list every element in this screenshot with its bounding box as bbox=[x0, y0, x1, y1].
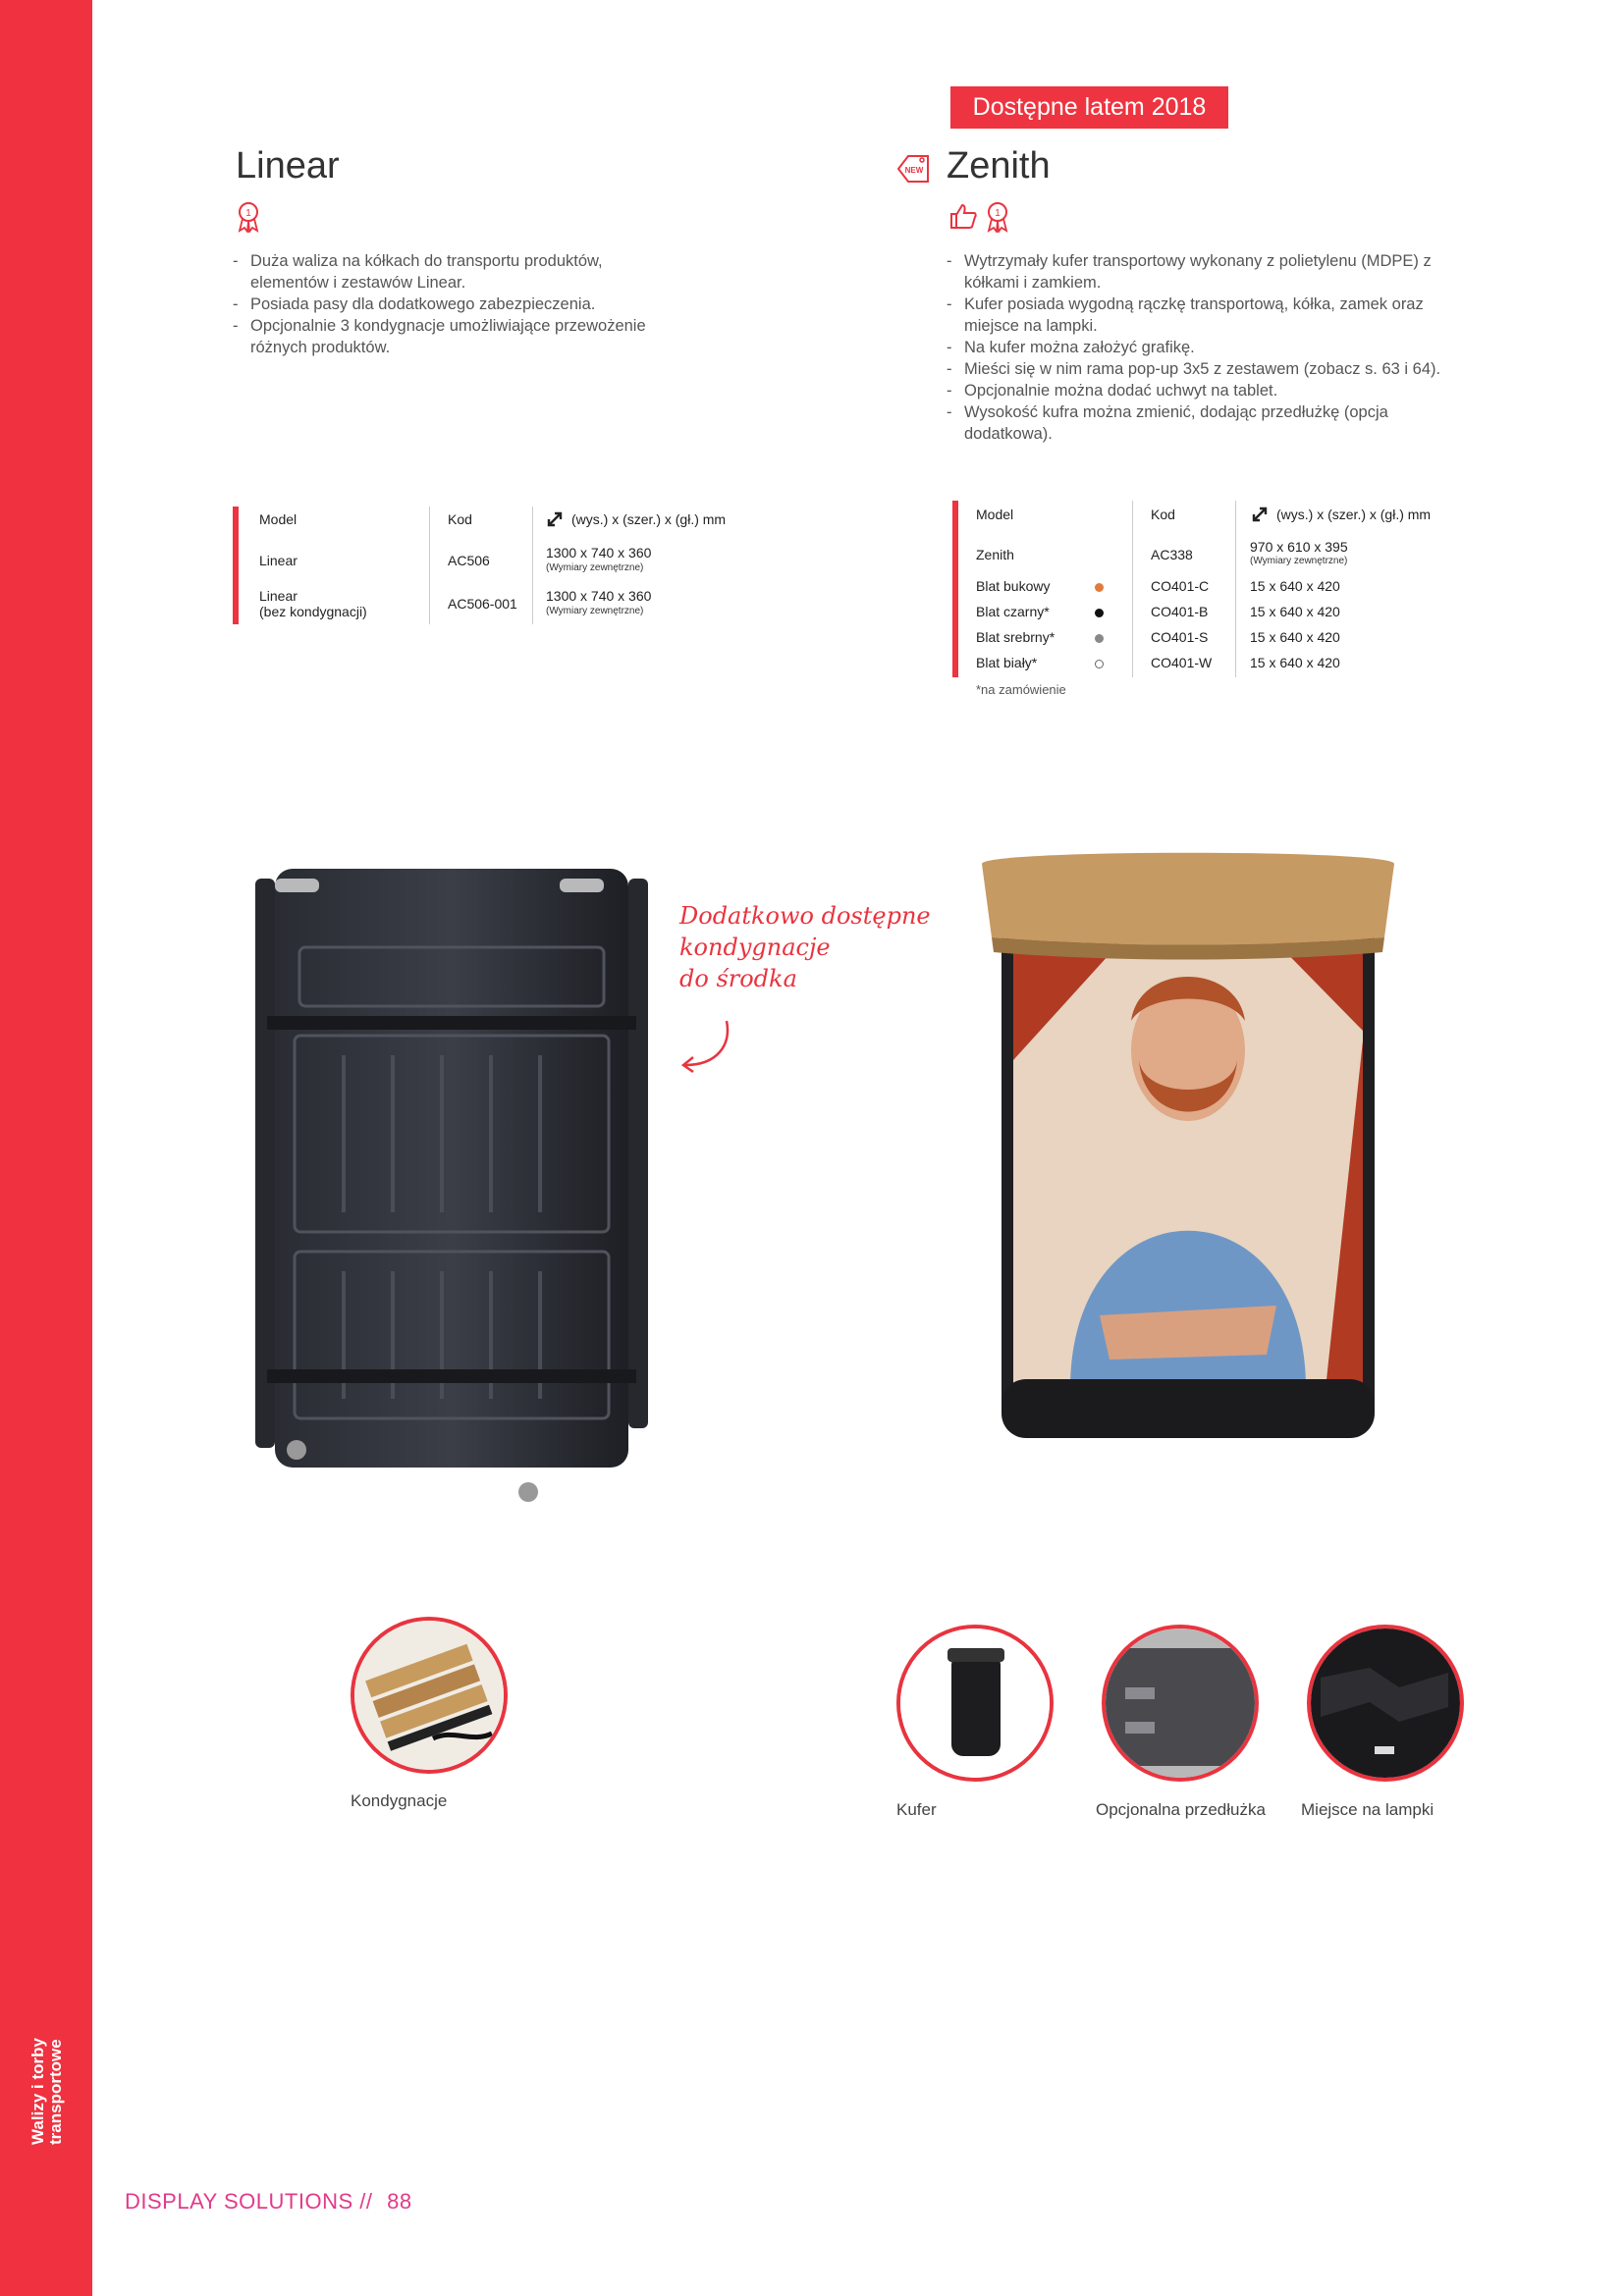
thumbs-up-icon bbox=[948, 201, 978, 231]
availability-badge: Dostępne latem 2018 bbox=[950, 86, 1228, 129]
list-item: - Opcjonalnie 3 kondygnacje umożliwiające przewożenie różnych produktów. bbox=[231, 315, 663, 358]
callout-text bbox=[679, 900, 931, 994]
section-label-line1: Walizy i torby bbox=[28, 2038, 47, 2145]
table-header-code: Kod bbox=[1151, 507, 1175, 522]
dimensions-arrow-icon bbox=[1251, 506, 1269, 523]
new-tag-text: NEW bbox=[904, 166, 924, 175]
list-item: - Wysokość kufra można zmienić, dodając przedłużkę (opcja dodatkowa). bbox=[945, 401, 1475, 445]
table-cell-dims: 1300 x 740 x 360 bbox=[546, 588, 652, 604]
linear-case-photo bbox=[255, 849, 648, 1507]
list-item: - Wytrzymały kufer transportowy wykonany z polietylenu (MDPE) z kółkami i zamkiem. bbox=[945, 250, 1475, 294]
table-cell-model: Linear bbox=[259, 553, 298, 568]
table-cell-note: (Wymiary zewnętrzne) bbox=[546, 562, 644, 573]
table-cell-dims: 970 x 610 x 395 bbox=[1250, 539, 1348, 555]
table-cell-model: Blat biały* bbox=[976, 655, 1038, 670]
kondygnacje-thumbnail bbox=[351, 1617, 508, 1774]
table-cell-model-sub: (bez kondygnacji) bbox=[259, 604, 367, 619]
kufer-thumbnail bbox=[896, 1625, 1054, 1782]
color-swatch-silver bbox=[1095, 634, 1104, 643]
table-divider bbox=[1235, 501, 1236, 677]
thumbnail-caption: Kondygnacje bbox=[351, 1791, 448, 1810]
table-cell-dims: 15 x 640 x 420 bbox=[1250, 629, 1340, 645]
dimensions-arrow-icon bbox=[546, 510, 564, 528]
shelves-photo bbox=[354, 1621, 504, 1770]
new-tag-icon bbox=[894, 150, 932, 187]
table-cell-model: Zenith bbox=[976, 547, 1014, 562]
table-cell-code: AC338 bbox=[1151, 547, 1193, 562]
list-item: - Kufer posiada wygodną rączkę transportową, kółka, zamek oraz miejsce na lampki. bbox=[945, 294, 1475, 337]
extension-photo bbox=[1106, 1629, 1255, 1778]
page-number: 88 bbox=[387, 2189, 412, 2214]
table-cell-code: AC506-001 bbox=[448, 596, 517, 612]
list-item: - Na kufer można założyć grafikę. bbox=[945, 337, 1475, 358]
table-cell-note: (Wymiary zewnętrzne) bbox=[1250, 556, 1348, 566]
table-cell-code: AC506 bbox=[448, 553, 490, 568]
table-cell-code: CO401-W bbox=[1151, 655, 1213, 670]
svg-text:1: 1 bbox=[995, 208, 1001, 219]
list-item: - Duża waliza na kółkach do transportu produktów, elementów i zestawów Linear. bbox=[231, 250, 663, 294]
table-cell-code: CO401-C bbox=[1151, 578, 1210, 594]
zenith-case-photo bbox=[972, 844, 1404, 1472]
table-header-dims: (wys.) x (szer.) x (gł.) mm bbox=[1276, 507, 1432, 522]
extension-thumbnail bbox=[1102, 1625, 1259, 1782]
callout-line: Dodatkowo dostępne bbox=[679, 902, 931, 930]
section-label-line2: transportowe bbox=[46, 2039, 65, 2145]
table-divider bbox=[429, 507, 430, 624]
linear-title: Linear bbox=[236, 145, 340, 187]
table-cell-model: Linear bbox=[259, 588, 298, 604]
svg-text:1: 1 bbox=[245, 208, 251, 219]
table-divider bbox=[532, 507, 533, 624]
award-ribbon-icon bbox=[985, 201, 1010, 233]
table-cell-code: CO401-S bbox=[1151, 629, 1209, 645]
color-swatch-beech bbox=[1095, 583, 1104, 592]
list-item: - Mieści się w nim rama pop-up 3x5 z zestawem (zobacz s. 63 i 64). bbox=[945, 358, 1475, 380]
table-header-model: Model bbox=[259, 511, 298, 527]
table-cell-model: Blat bukowy bbox=[976, 578, 1051, 594]
table-header-dims: (wys.) x (szer.) x (gł.) mm bbox=[571, 511, 727, 527]
lamp-space-photo bbox=[1311, 1629, 1460, 1778]
table-accent-bar bbox=[952, 501, 958, 677]
table-header-code: Kod bbox=[448, 511, 472, 527]
table-cell-dims: 1300 x 740 x 360 bbox=[546, 545, 652, 561]
table-cell-note: (Wymiary zewnętrzne) bbox=[546, 606, 644, 616]
linear-feature-list bbox=[231, 250, 663, 358]
table-cell-dims: 15 x 640 x 420 bbox=[1250, 655, 1340, 670]
list-item: - Opcjonalnie można dodać uchwyt na tablet. bbox=[945, 380, 1475, 401]
callout-line: kondygnacje bbox=[679, 934, 831, 961]
zenith-title: Zenith bbox=[947, 145, 1051, 187]
sidebar bbox=[0, 0, 92, 2296]
table-cell-dims: 15 x 640 x 420 bbox=[1250, 578, 1340, 594]
table-cell-model: Blat czarny* bbox=[976, 604, 1050, 619]
thumbnail-caption: Kufer bbox=[896, 1800, 937, 1819]
award-ribbon-icon bbox=[236, 201, 261, 233]
table-header-model: Model bbox=[976, 507, 1014, 522]
table-divider bbox=[1132, 501, 1133, 677]
table-footnote: *na zamówienie bbox=[976, 682, 1066, 697]
thumbnail-caption: Miejsce na lampki bbox=[1301, 1800, 1435, 1819]
curved-arrow-icon bbox=[677, 1016, 736, 1075]
list-item: - Posiada pasy dla dodatkowego zabezpieczenia. bbox=[231, 294, 663, 315]
thumbnail-caption: Opcjonalna przedłużka bbox=[1096, 1800, 1266, 1819]
case-photo bbox=[900, 1629, 1050, 1778]
color-swatch-white bbox=[1095, 660, 1104, 668]
page-footer bbox=[125, 2189, 412, 2215]
zenith-feature-list bbox=[945, 250, 1475, 445]
table-accent-bar bbox=[233, 507, 239, 624]
section-label bbox=[29, 2037, 69, 2145]
table-cell-dims: 15 x 640 x 420 bbox=[1250, 604, 1340, 619]
color-swatch-black bbox=[1095, 609, 1104, 617]
footer-brand: DISPLAY SOLUTIONS // bbox=[125, 2189, 373, 2214]
table-cell-code: CO401-B bbox=[1151, 604, 1209, 619]
callout-line: do środka bbox=[679, 965, 797, 992]
table-cell-model: Blat srebrny* bbox=[976, 629, 1056, 645]
lamp-space-thumbnail bbox=[1307, 1625, 1464, 1782]
